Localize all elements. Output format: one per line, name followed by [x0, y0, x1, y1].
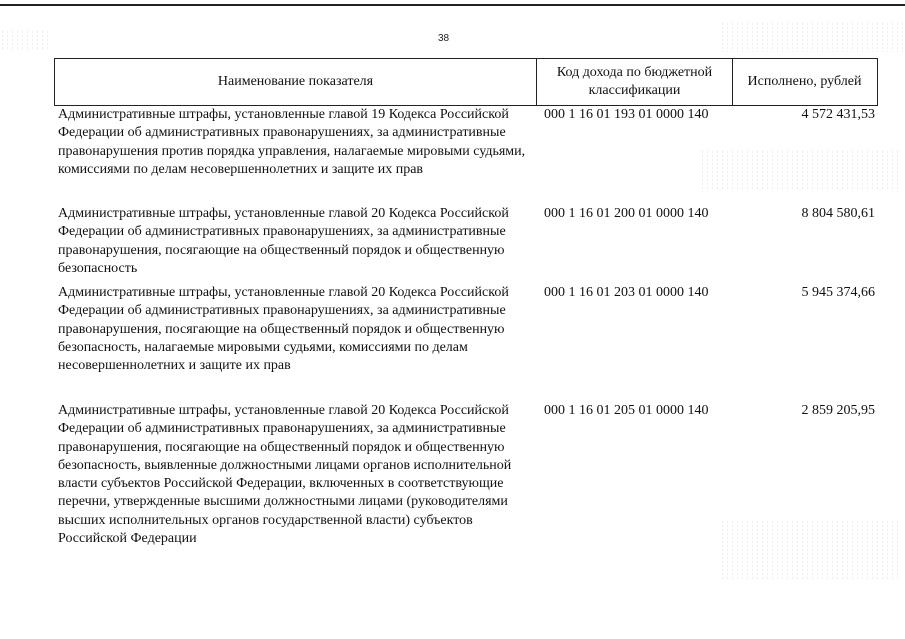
scan-noise-left: [0, 30, 50, 50]
row-amount: 4 572 431,53: [801, 107, 875, 122]
scan-noise-right-2: [700, 150, 900, 190]
scan-noise-right-3: [720, 520, 900, 580]
top-rule: [0, 4, 905, 6]
row-amount: 8 804 580,61: [801, 206, 875, 221]
row-amount: 2 859 205,95: [801, 403, 875, 418]
table-header: [54, 58, 878, 106]
row-name: Административные штрафы, установленные главой 20 Кодекса Российской Федерации об административных правонарушениях, за административные правонарушения, посягающие на общественный порядок и общественную безопасность, налагаемые мировыми судьями, комиссиями по делам несовершеннолетних и защите их прав: [58, 285, 509, 374]
scan-noise-right: [720, 22, 905, 52]
row-code: 000 1 16 01 203 01 0000 140: [544, 285, 709, 300]
header-name: Наименование показателя: [55, 59, 537, 105]
header-amount: Исполнено, рублей: [747, 74, 862, 89]
row-name: Административные штрафы, установленные главой 19 Кодекса Российской Федерации об административных правонарушениях, за административные правонарушения против порядка управления, налагаемые мировыми судьями, комиссиями по делам несовершеннолетних и защите их прав: [58, 107, 526, 177]
row-code: 000 1 16 01 205 01 0000 140: [544, 403, 709, 418]
row-amount: 5 945 374,66: [801, 285, 875, 300]
row-code: 000 1 16 01 200 01 0000 140: [544, 206, 709, 221]
page-number: 38: [438, 33, 450, 44]
row-code: 000 1 16 01 193 01 0000 140: [544, 107, 709, 122]
row-name: Административные штрафы, установленные главой 20 Кодекса Российской Федерации об административных правонарушениях, за административные правонарушения, посягающие на общественный порядок и общественную безопасность: [58, 206, 509, 276]
row-name: Административные штрафы, установленные главой 20 Кодекса Российской Федерации об административных правонарушениях, за административные правонарушения, посягающие на общественный порядок и общественную безопасность, выявленные должностными лицами органов исполнительной власти субъектов Российской Федерации, включенных в соответствующие перечни, утвержденные высшими должностными лицами (руководителями высших исполнительных органов государственной власти) субъектов Российской Федерации: [58, 403, 512, 547]
header-code: Код дохода по бюджетной классификации: [537, 59, 733, 105]
